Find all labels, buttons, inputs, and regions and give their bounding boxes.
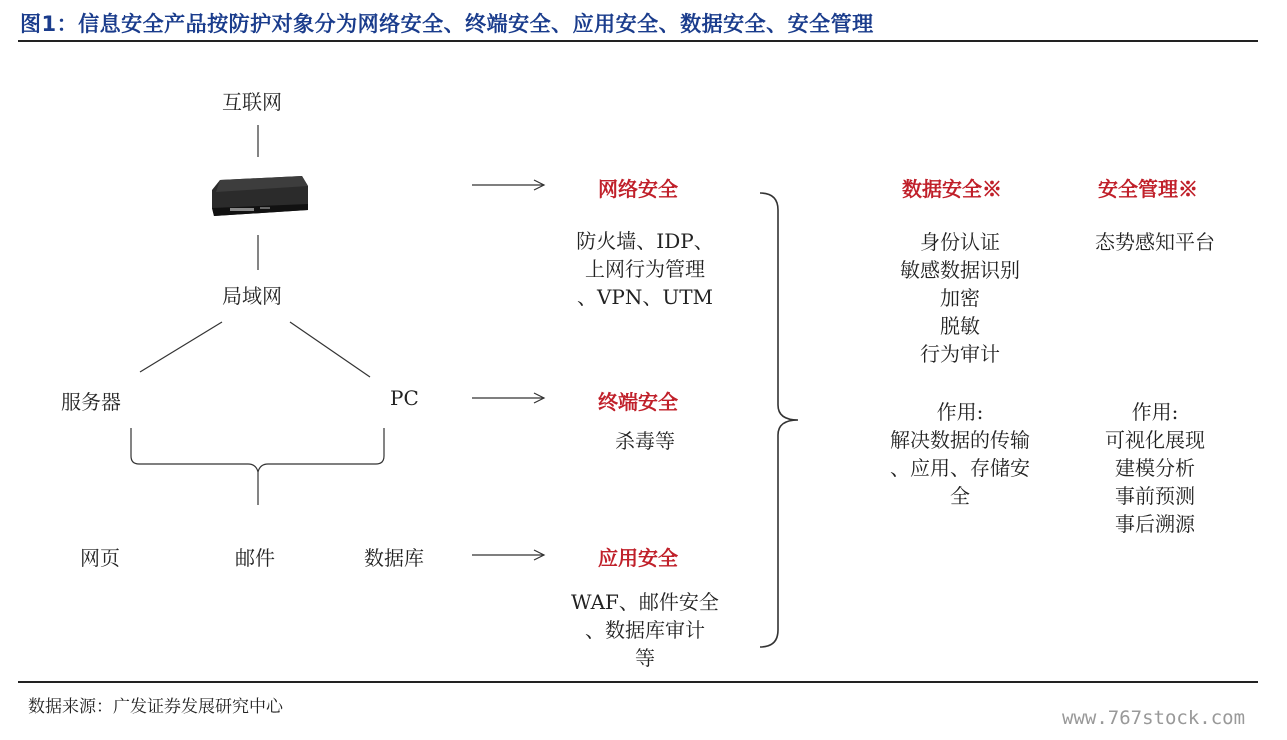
network-security-heading: 网络安全 xyxy=(598,177,678,201)
data-security-item: 行为审计 xyxy=(920,342,1000,366)
arrow-endpoint xyxy=(472,393,544,403)
endpoint-security-item: 杀毒等 xyxy=(615,429,675,453)
data-security-item: 敏感数据识别 xyxy=(900,258,1020,282)
brace-right xyxy=(760,193,798,647)
application-security-items xyxy=(555,588,735,672)
network-appliance-icon xyxy=(210,170,310,226)
source-note: 数据来源：广发证券发展研究中心 xyxy=(28,697,283,717)
data-security-items xyxy=(870,228,1050,368)
network-security-item: 、VPN、UTM xyxy=(576,285,714,309)
line-lan-pc xyxy=(290,322,370,377)
endpoint-security-items xyxy=(560,427,730,455)
data-security-role-label: 作用: xyxy=(936,400,984,424)
security-management-items xyxy=(1070,228,1240,256)
network-security-item: 上网行为管理 xyxy=(585,257,705,281)
security-management-role-line: 建模分析 xyxy=(1115,456,1195,480)
data-security-item: 加密 xyxy=(940,286,980,310)
application-security-heading: 应用安全 xyxy=(598,546,678,570)
watermark: www.767stock.com xyxy=(1062,707,1246,729)
network-security-items xyxy=(560,227,730,311)
brace-bottom xyxy=(131,428,384,505)
security-management-heading: 安全管理※ xyxy=(1098,177,1198,201)
security-management-role xyxy=(1070,398,1240,538)
data-security-item: 脱敏 xyxy=(940,314,980,338)
data-security-role-line: 、应用、存储安 xyxy=(890,456,1030,480)
node-pc: PC xyxy=(390,386,419,410)
data-security-heading: 数据安全※ xyxy=(902,177,1002,201)
arrow-application xyxy=(472,550,544,560)
security-management-item: 态势感知平台 xyxy=(1095,230,1215,254)
node-mail: 邮件 xyxy=(235,546,275,570)
endpoint-security-heading: 终端安全 xyxy=(598,390,678,414)
bottom-rule xyxy=(18,681,1258,683)
application-security-item: WAF、邮件安全 xyxy=(571,590,719,614)
data-security-item: 身份认证 xyxy=(920,230,1000,254)
node-webpage: 网页 xyxy=(80,546,120,570)
network-security-item: 防火墙、IDP、 xyxy=(576,229,714,253)
node-database: 数据库 xyxy=(364,546,424,570)
line-lan-server xyxy=(140,322,222,372)
figure-title: 图1：信息安全产品按防护对象分为网络安全、终端安全、应用安全、数据安全、安全管理 xyxy=(20,12,874,36)
node-server: 服务器 xyxy=(61,390,121,414)
security-management-role-line: 事前预测 xyxy=(1115,484,1195,508)
security-management-role-label: 作用: xyxy=(1131,400,1179,424)
node-lan: 局域网 xyxy=(222,284,282,308)
node-internet: 互联网 xyxy=(222,90,282,114)
application-security-item: 、数据库审计 xyxy=(585,618,705,642)
arrow-network xyxy=(472,180,544,190)
data-security-role-line: 解决数据的传输 xyxy=(890,428,1030,452)
application-security-item: 等 xyxy=(635,646,655,670)
security-management-role-line: 事后溯源 xyxy=(1115,512,1195,536)
data-security-role xyxy=(870,398,1050,510)
security-management-role-line: 可视化展现 xyxy=(1105,428,1205,452)
data-security-role-line: 全 xyxy=(950,484,970,508)
